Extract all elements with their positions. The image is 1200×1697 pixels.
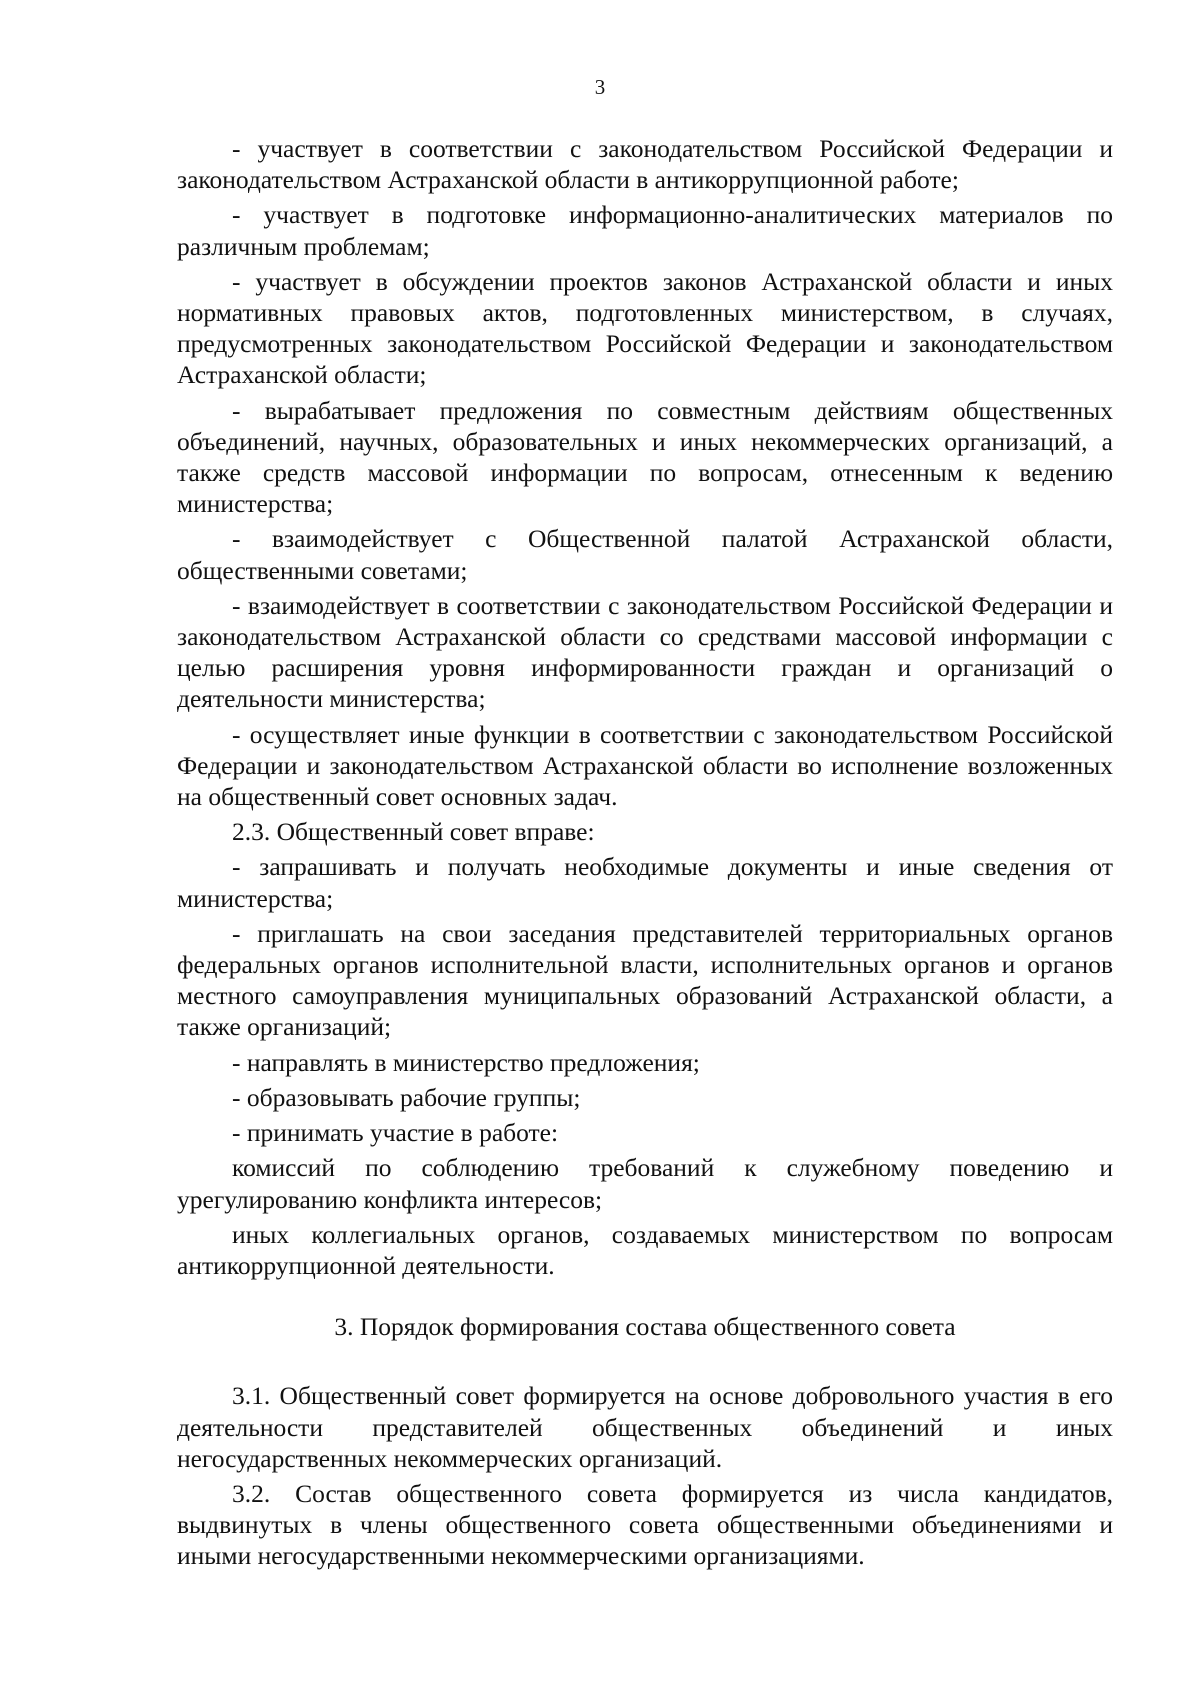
- paragraph: - участвует в подготовке информационно-аналитических материалов по различным проблемам;: [177, 200, 1113, 261]
- clause-heading: 2.3. Общественный совет вправе:: [232, 817, 595, 847]
- document-body: [177, 133, 1113, 1576]
- paragraph: - приглашать на свои заседания представителей территориальных органов федеральных органов исполнительной власти, исполнительных органов и органов местного самоуправления муниципальных образований Астраханской области, а также организаций;: [177, 918, 1113, 1042]
- page-number: 3: [594, 75, 606, 99]
- paragraph: комиссий по соблюдению требований к служебному поведению и урегулированию конфликта интересов;: [177, 1153, 1113, 1214]
- paragraph: - образовывать рабочие группы;: [232, 1082, 581, 1112]
- paragraph: 3.2. Состав общественного совета формируется из числа кандидатов, выдвинутых в члены общественного совета общественными объединениями и иными негосударственными некоммерческими организациями.: [177, 1478, 1113, 1571]
- paragraph: - направлять в министерство предложения;: [232, 1047, 700, 1077]
- paragraph: - вырабатывает предложения по совместным действиям общественных объединений, научных, образовательных и иных некоммерческих организаций, а также средств массовой информации по вопросам, отнесенным к ведению министерства;: [177, 395, 1113, 519]
- paragraph: - участвует в обсуждении проектов законов Астраханской области и иных нормативных правовых актов, подготовленных министерством, в случаях, предусмотренных законодательством Российской Федерации и законодательством Астраханской области;: [177, 266, 1113, 390]
- paragraph: - осуществляет иные функции в соответствии с законодательством Российской Федерации и законодательством Астраханской области во исполнение возложенных на общественный совет основных задач.: [177, 719, 1113, 812]
- paragraph: иных коллегиальных органов, создаваемых министерством по вопросам антикоррупционной деятельности.: [177, 1219, 1113, 1280]
- paragraph: - принимать участие в работе:: [232, 1118, 559, 1148]
- paragraph: - взаимодействует в соответствии с законодательством Российской Федерации и законодательством Астраханской области со средствами массовой информации с целью расширения уровня информированности граждан и организаций о деятельности министерства;: [177, 590, 1113, 714]
- paragraph: - взаимодействует с Общественной палатой Астраханской области, общественными советами;: [177, 524, 1113, 585]
- paragraph: - запрашивать и получать необходимые документы и иные сведения от министерства;: [177, 852, 1113, 913]
- section-heading: 3. Порядок формирования состава общественного совета: [334, 1312, 956, 1342]
- paragraph: - участвует в соответствии с законодательством Российской Федерации и законодательством Астраханской области в антикоррупционной работе;: [177, 134, 1113, 195]
- paragraph: 3.1. Общественный совет формируется на основе добровольного участия в его деятельности представителей общественных объединений и иных негосударственных некоммерческих организаций.: [177, 1381, 1113, 1473]
